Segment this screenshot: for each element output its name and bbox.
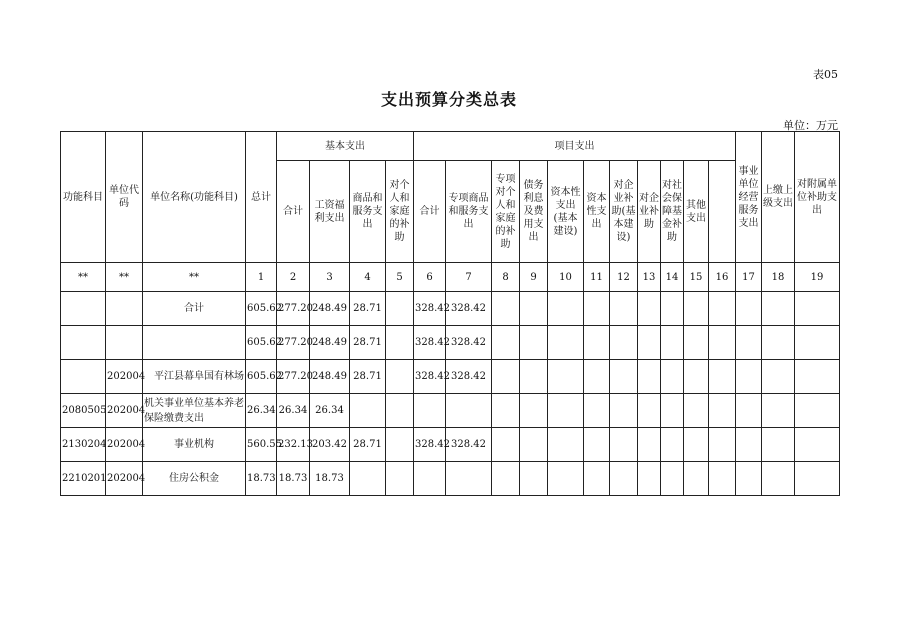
- personal-cell: [386, 428, 414, 462]
- unit-name-cell: [143, 394, 246, 428]
- unit-name-text: 机关事业单位基本养老保险缴费支出: [144, 397, 244, 424]
- unit-name-cell: [143, 360, 246, 394]
- header-affiliate: 对附属单位补助支出: [795, 132, 840, 263]
- index-cell: 10: [548, 263, 584, 292]
- wage-cell: 26.34: [310, 394, 350, 428]
- header-social: 对社会保障基金补助: [661, 161, 684, 263]
- goods-cell: 28.71: [350, 326, 386, 360]
- personal-cell: [386, 326, 414, 360]
- budget-table: [60, 131, 840, 496]
- total-cell: 18.73: [246, 462, 277, 496]
- header-func-subject: 功能科目: [61, 132, 106, 263]
- unit-code-cell: 202004: [106, 394, 143, 428]
- header-unit-name: 单位名称(功能科目): [143, 132, 246, 263]
- index-cell: 5: [386, 263, 414, 292]
- index-cell: 7: [446, 263, 492, 292]
- index-cell: 16: [709, 263, 736, 292]
- header-project-total: 合计: [414, 161, 446, 263]
- wage-cell: 248.49: [310, 292, 350, 326]
- total-cell: 605.62: [246, 326, 277, 360]
- index-cell: 18: [762, 263, 795, 292]
- func-subject-cell: 2080505: [61, 394, 106, 428]
- project-total-cell: 328.42: [414, 428, 446, 462]
- index-cell: 12: [610, 263, 638, 292]
- goods-cell: [350, 462, 386, 496]
- unit-code-cell: [106, 292, 143, 326]
- header-project: 项目支出: [414, 132, 736, 161]
- index-cell: 3: [310, 263, 350, 292]
- header-basic-total: 合计: [277, 161, 310, 263]
- index-cell: 8: [492, 263, 520, 292]
- unit-name-text: 平江县幕阜国有林场: [154, 371, 244, 382]
- basic-total-cell: 26.34: [277, 394, 310, 428]
- total-cell: 26.34: [246, 394, 277, 428]
- project-total-cell: 328.42: [414, 292, 446, 326]
- total-cell: 605.62: [246, 360, 277, 394]
- func-subject-cell: 2210201: [61, 462, 106, 496]
- index-cell: 11: [584, 263, 610, 292]
- personal-cell: [386, 394, 414, 428]
- wage-cell: 18.73: [310, 462, 350, 496]
- table-row: [61, 428, 840, 462]
- func-subject-cell: 2130204: [61, 428, 106, 462]
- basic-total-cell: 277.20: [277, 360, 310, 394]
- table-row: [61, 326, 840, 360]
- unit-name-cell: 事业机构: [143, 428, 246, 462]
- unit-code-cell: 202004: [106, 360, 143, 394]
- total-cell: 605.62: [246, 292, 277, 326]
- goods-cell: 28.71: [350, 360, 386, 394]
- header-capital-basic: 资本性支出(基本建设): [548, 161, 584, 263]
- index-cell: 9: [520, 263, 548, 292]
- index-cell: 17: [736, 263, 762, 292]
- index-cell: 13: [638, 263, 661, 292]
- project-total-cell: 328.42: [414, 326, 446, 360]
- header-other: 其他支出: [684, 161, 709, 263]
- header-remit: 上缴上级支出: [762, 132, 795, 263]
- personal-cell: [386, 462, 414, 496]
- index-cell: **: [61, 263, 106, 292]
- header-unit-code: 单位代码: [106, 132, 143, 263]
- basic-total-cell: 277.20: [277, 326, 310, 360]
- goods-cell: 28.71: [350, 292, 386, 326]
- func-subject-cell: [61, 292, 106, 326]
- index-cell: 14: [661, 263, 684, 292]
- table-row: [61, 360, 840, 394]
- table-row: [61, 462, 840, 496]
- personal-cell: [386, 292, 414, 326]
- basic-total-cell: 277.20: [277, 292, 310, 326]
- index-cell: 1: [246, 263, 277, 292]
- project-total-cell: [414, 462, 446, 496]
- wage-cell: 248.49: [310, 360, 350, 394]
- header-total: 总计: [246, 132, 277, 263]
- project-total-cell: 328.42: [414, 360, 446, 394]
- header-goods: 商品和服务支出: [350, 161, 386, 263]
- index-cell: 6: [414, 263, 446, 292]
- header-business: 事业单位经营服务支出: [736, 132, 762, 263]
- index-cell: **: [143, 263, 246, 292]
- unit-code-cell: 202004: [106, 462, 143, 496]
- index-cell: 19: [795, 263, 840, 292]
- wage-cell: 203.42: [310, 428, 350, 462]
- special-goods-cell: 328.42: [446, 360, 492, 394]
- header-special-goods: 专项商品和服务支出: [446, 161, 492, 263]
- project-total-cell: [414, 394, 446, 428]
- unit-label: 单位：万元: [783, 119, 838, 132]
- index-row: [61, 263, 840, 292]
- func-subject-cell: [61, 360, 106, 394]
- header-wage: 工资福利支出: [310, 161, 350, 263]
- index-cell: 4: [350, 263, 386, 292]
- unit-code-cell: [106, 326, 143, 360]
- goods-cell: 28.71: [350, 428, 386, 462]
- table-row: [61, 394, 840, 428]
- basic-total-cell: 18.73: [277, 462, 310, 496]
- special-goods-cell: 328.42: [446, 292, 492, 326]
- unit-name-cell: 合计: [143, 292, 246, 326]
- index-cell: 15: [684, 263, 709, 292]
- unit-name-cell: [143, 326, 246, 360]
- total-cell: 560.55: [246, 428, 277, 462]
- basic-total-cell: 232.13: [277, 428, 310, 462]
- special-goods-cell: [446, 462, 492, 496]
- unit-name-cell: 住房公积金: [143, 462, 246, 496]
- header-capital: 资本性支出: [584, 161, 610, 263]
- header-debt: 债务利息及费用支出: [520, 161, 548, 263]
- special-goods-cell: 328.42: [446, 428, 492, 462]
- header-special-personal: 专项对个人和家庭的补助: [492, 161, 520, 263]
- index-cell: **: [106, 263, 143, 292]
- unit-code-cell: 202004: [106, 428, 143, 462]
- personal-cell: [386, 360, 414, 394]
- header-ent-subsidy-basic: 对企业补助(基本建设): [610, 161, 638, 263]
- special-goods-cell: 328.42: [446, 326, 492, 360]
- header-basic: 基本支出: [277, 132, 414, 161]
- table-number: 表05: [813, 68, 838, 81]
- header-ent-subsidy: 对企业补助: [638, 161, 661, 263]
- index-cell: 2: [277, 263, 310, 292]
- table-row: [61, 292, 840, 326]
- header-personal: 对个人和家庭的补助: [386, 161, 414, 263]
- special-goods-cell: [446, 394, 492, 428]
- page-title: 支出预算分类总表: [380, 90, 517, 109]
- goods-cell: [350, 394, 386, 428]
- wage-cell: 248.49: [310, 326, 350, 360]
- func-subject-cell: [61, 326, 106, 360]
